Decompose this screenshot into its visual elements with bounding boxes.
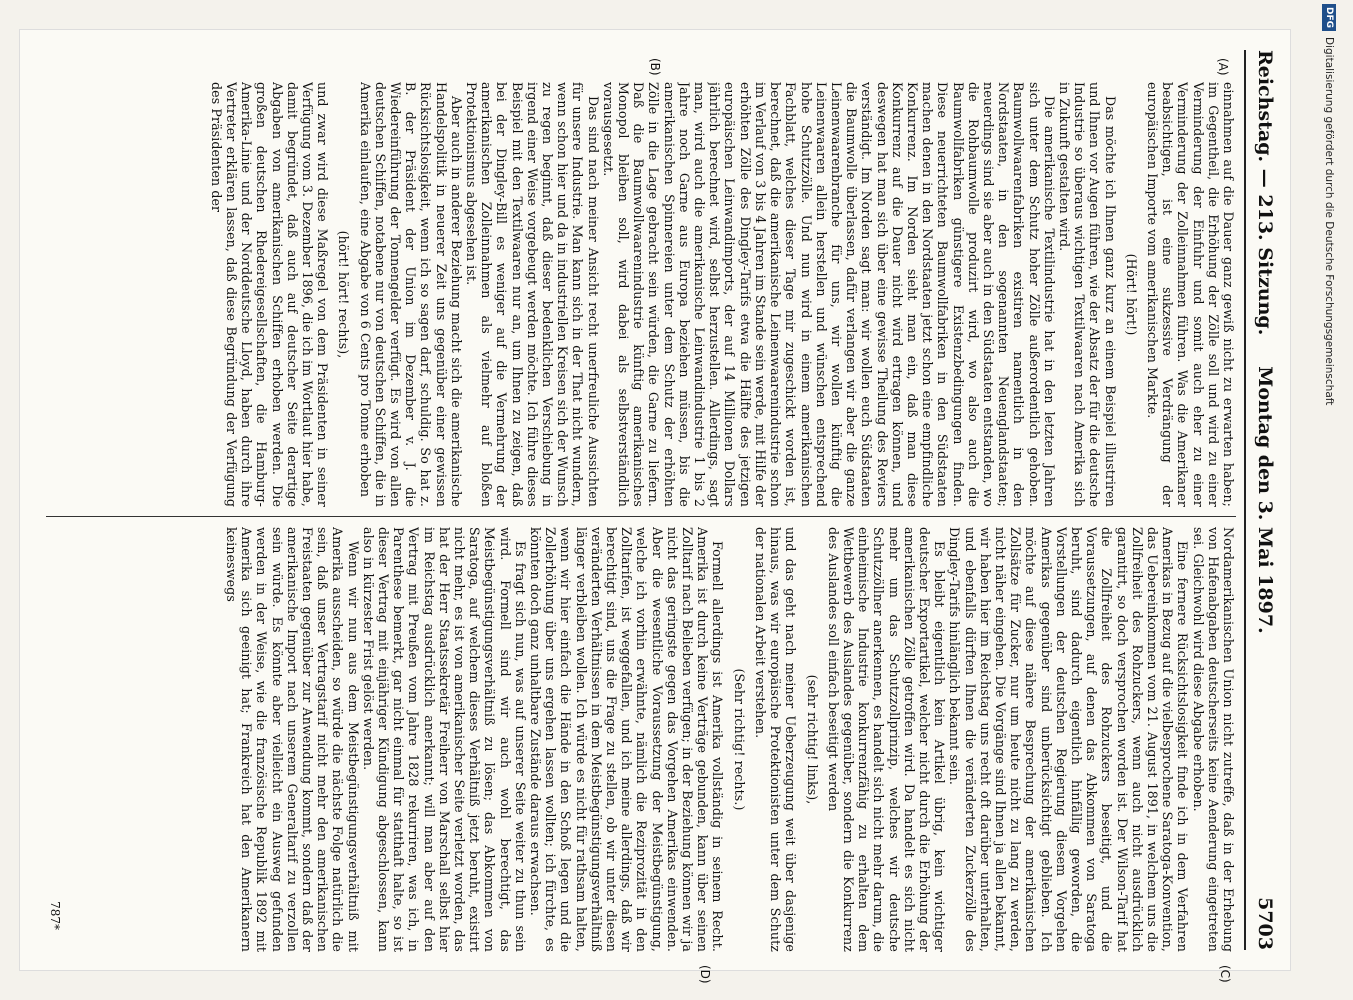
paragraph: Das sind nach meiner Ansicht recht unerfreuliche Aussichten für unsere Industrie. Man kann sich in der That nicht wundern, wenn schon hier und da in industriellen Kreisen sich der Wunsch zu regen beginnt, daß dieser bedenklichen Verschiebung in irgend einer Weise vorgebeugt werden möchte. Ich führe dieses Beispiel mit den Textilwaaren nur an, um Ihnen zu zeigen, daß bei der Dingley-Bill es weniger auf die Vermehrung der amerikanischen Zolleinnahmen als vielmehr auf bloßen Protektionismus abgesehen ist. (464, 82, 601, 507)
interjection: (sehr richtig! links), (804, 674, 820, 805)
digitization-credit-text (1318, 4, 1340, 994)
margin-marker-b: (B) (648, 58, 662, 76)
page-header (1250, 50, 1280, 950)
left-text-column (46, 82, 1236, 507)
interjection: (Sehr richtig! rechts.) (731, 668, 747, 811)
paragraph: Wenn wir nun aus dem Meistbegünstigungsverhältniß mit Amerika ausscheiden, so würde die nächste Folge natürlich die sein, daß unser Vertragstarif nicht mehr den amerikanischen Freistaaten gegenüber zur Anwendung kommt, sondern daß der amerikanische Import nach unserem Generaltarif zu verzollen sein würde. Es könnte aber vielleicht ein Ausweg gefunden werden in der Weise, wie die französische Republik 1892 mit Amerika sich geeinigt hat; Frankreich hat den Amerikanern keineswegs (224, 527, 361, 952)
paragraph: Es bleibt eigentlich kein Artikel übrig, kein wichtiger deutscher Exportartikel, welcher nicht durch die Erhöhung der amerikanischen Zölle getroffen wird. Da handelt es sich nicht mehr um das Schutzzollprinzip, welches wir deutsche Schutzzöllner anerkennen, es handelt sich nicht mehr darum, die einheimische Industrie konkurrenzfähig zu erhalten dem Wettbewerb des Auslandes gegenüber, sondern die Konkurrenz des Auslandes soll einfach beseitigt werden (825, 527, 948, 952)
margin-marker-d: (D) (698, 965, 712, 984)
interjection: (hört! hört! rechts), (336, 230, 352, 359)
interjection: (Hört! hört!) (1123, 253, 1139, 336)
paragraph: Es fragt sich nun, was auf unserer Seite weiter zu thun sein wird. Formell sind wir auch wohl berechtigt, das Meistbegünstigungsverhältniß zu lösen; das Abkommen von Saratoga, auf welchem dieses Verhältniß jetzt beruht, existirt nicht mehr, es ist von amerikanischer Seite verletzt worden, das hat der Herr Staatssekretär Freiherr von Marschall selbst hier im Reichstag ausdrücklich anerkannt; will man aber auf den Vertrag mit Preußen vom Jahre 1828 rekurriren, was ich, in Parenthese bemerkt, gar nicht einmal für statthaft halte, so ist dieser Vertrag mit einjähriger Kündigung abgeschlossen, kann also in kürzester Frist gelöst werden. (360, 527, 528, 952)
paragraph: Aber auch in anderer Beziehung macht sich die amerikanische Handelspolitik in neuerer Zeit uns gegenüber einer gewissen Rücksichtslosigkeit, wenn ich so sagen darf, schuldig. So hat z. B. der Präsident der Union im Dezember v. J. die Wiedereinführung der Tonnengelder verfügt. Es wird von allen deutschen Schiffen, notabene nur von deutschen Schiffen, die in Amerika einlaufen, eine Abgabe von 6 Cents pro Tonne erhoben (357, 82, 464, 507)
paragraph: und das geht nach meiner Ueberzeugung weit über dasjenige hinaus, was wir europäische Protektionisten unter dem Schutz der nationalen Arbeit verstehen. (752, 527, 799, 952)
paragraph: einnahmen auf die Dauer ganz gewiß nicht zu erwarten haben; im Gegentheil, die Erhöhung der Zölle soll und wird zu einer Verminderung der Einfuhr und somit auch eher zu einer Verminderung der Zolleinnahmen führen. Was die Amerikaner beabsichtigen, ist eine sukzessive Verdrängung der europäischen Importe vom amerikanischen Markte. (1144, 82, 1236, 507)
footer-sheet-number: 787* (48, 901, 62, 930)
paragraph: Formell allerdings ist Amerika vollständig in seinem Recht. Amerika ist durch keine Verträge gebunden, kann über seinen Zolltarif nach Belieben verfügen; in der Beziehung können wir ja nicht das geringste gegen das Vorgehen Amerikas einwenden. Aber die wesentliche Voraussetzung der Meistbegünstigung, welche ich vorhin erwähnte, nämlich die Reziprozität in den Zolltarifen, ist weggefallen, und ich meine allerdings, daß wir berechtigt sind, uns die Frage zu stellen, ob wir unter diesen veränderten Verhältnissen in dem Meistbegünstigungsverhältniß länger verbleiben wollen. Ich würde es nicht für rathsam halten, wenn wir hier einfach die Hände in den Schoß legen und die Zollerhöhung über uns ergehen lassen wollten; ich fürchte, es könnten doch ganz unhaltbare Zustände daraus erwachsen. (528, 527, 726, 952)
header-rule (1244, 50, 1246, 950)
right-text-column (46, 527, 1236, 952)
header-left: Reichstag. — 213. Sitzung. (1254, 50, 1276, 336)
header-page-number: 5703 (1254, 897, 1276, 950)
paragraph: Nordamerikanischen Union nicht zutreffe, daß in der Erhebung von Hafenabgaben deutscherseits keine Aenderung eingetreten sei. Gleichwohl wird diese Abgabe erhoben. (1190, 527, 1236, 952)
paragraph: Eine fernere Rücksichtslosigkeit finde ich in dem Verfahren Amerikas in Bezug auf die vielbesprochene Saratoga-Konvention, das Uebereinkommen vom 21. August 1891, in welchem uns die Zollfreiheit des Rohzuckers, wenn auch nicht ausdrücklich garantirt, so doch versprochen worden ist. Der Wilson-Tarif hat die Zollfreiheit des Rohzuckers beseitigt, und die Voraussetzungen, auf denen das Abkommen von Saratoga beruht, sind dadurch eigentlich hinfällig geworden, die Vorstellungen der deutschen Regierung diesem Vorgehen Amerikas gegenüber sind unberücksichtigt geblieben. Ich möchte auf diese nähere Besprechung der amerikanischen Zollsätze für Zucker, nur um heute nicht zu lang zu werden, nicht näher eingehen. Die Vorgänge sind Ihnen ja allen bekannt, wir haben hier im Reichstag uns recht oft darüber unterhalten, und ebenfalls dürften Ihnen die veränderten Zuckerzölle des Dingley-Tarifs hinlänglich bekannt sein. (947, 527, 1191, 952)
margin-marker-a: (A) (1216, 58, 1230, 76)
rotated-document-page (20, 30, 1290, 984)
header-center: Montag den 3. Mai 1897. (1254, 366, 1276, 634)
paragraph: Die amerikanische Textilindustrie hat in den letzten Jahren sich unter dem Schutz hoher Zölle außerordentlich gehoben. Baumwollwaarenfabriken existiren namentlich in den Nordstaaten, in den sogenannten Neuenglandstaaten; neuerdings sind sie aber auch in den Südstaaten entstanden, wo die Rohbaumwolle produzirt wird, wo also auch die Baumwollfabriken günstigere Existenzbedingungen finden. Diese neuerrichteten Baumwollfabriken in den Südstaaten machen denen in den Nordstaaten jetzt schon eine empfindliche Konkurrenz. Im Norden sieht man ein, daß man diese Konkurrenz auf die Dauer nicht wird ertragen können, und deswegen hat man sich über eine gewisse Theilung des Reviers verständigt. Im Norden sagt man: wir wollen euch Südstaaten die Baumwolle überlassen, dafür verlangen wir aber die ganze Leinenwaarenbranche für uns, wir wollen künftig die Leinenwaaren allein herstellen und wünschen entsprechend hohe Schutzzölle. Und nun wird in einem amerikanischen Fachblatt, welches dieser Tage mir zugeschickt worden ist, berechnet, daß die amerikanische Leinenwaarenindustrie schon im Verlauf von 3 bis 4 Jahren im Stande sein werde, mit Hilfe der erhöhten Zölle des Dingley-Tarifs etwa die Hälfte des jetzigen europäischen Leinwandimports, der auf 14 Millionen Dollars jährlich berechnet wird, selbst herzustellen. Allerdings, sagt man, wird auch die amerikanische Leinwandindustrie 1 bis 2 Jahre noch Garne aus Europa beziehen müssen, bis die amerikanischen Spinnereien unter dem Schutz der erhöhten Zölle in die Lage gebracht sein würden, die Garne zu liefern. Daß die Baumwollwaarenindustrie künftig amerikanisches Monopol bleiben soll, wird dabei als selbstverständlich vorausgesetzt. (600, 82, 1057, 507)
digitization-credit (1316, 4, 1346, 994)
credit-label: Digitalisierung gefördert durch die Deutsche Forschungsgemeinschaft (1323, 37, 1335, 406)
paragraph: und zwar wird diese Maßregel von dem Präsidenten in seiner Verfügung vom 3. Dezember 1896, die ich im Wortlaut hier habe, damit begründet, daß auch auf deutscher Seite derartige Abgaben von amerikanischen Schiffen erhoben werden. Die großen deutschen Rhedereigesellschaften, die Hamburg-Amerika-Linie und der Norddeutsche Lloyd, haben durch ihre Vertreter erklären lassen, daß diese Begründung der Verfügung des Präsidenten der (208, 82, 331, 507)
column-divider (46, 516, 1236, 517)
margin-marker-c: (C) (1218, 965, 1232, 983)
dfg-logo: DFG (1322, 4, 1336, 31)
paragraph: Das möchte ich Ihnen ganz kurz an einem Beispiel illustriren und Ihnen vor Augen führen, wie der Absatz der für die deutsche Industrie so überaus wichtigen Textilwaaren nach Amerika sich in Zukunft gestalten wird. (1056, 82, 1118, 507)
